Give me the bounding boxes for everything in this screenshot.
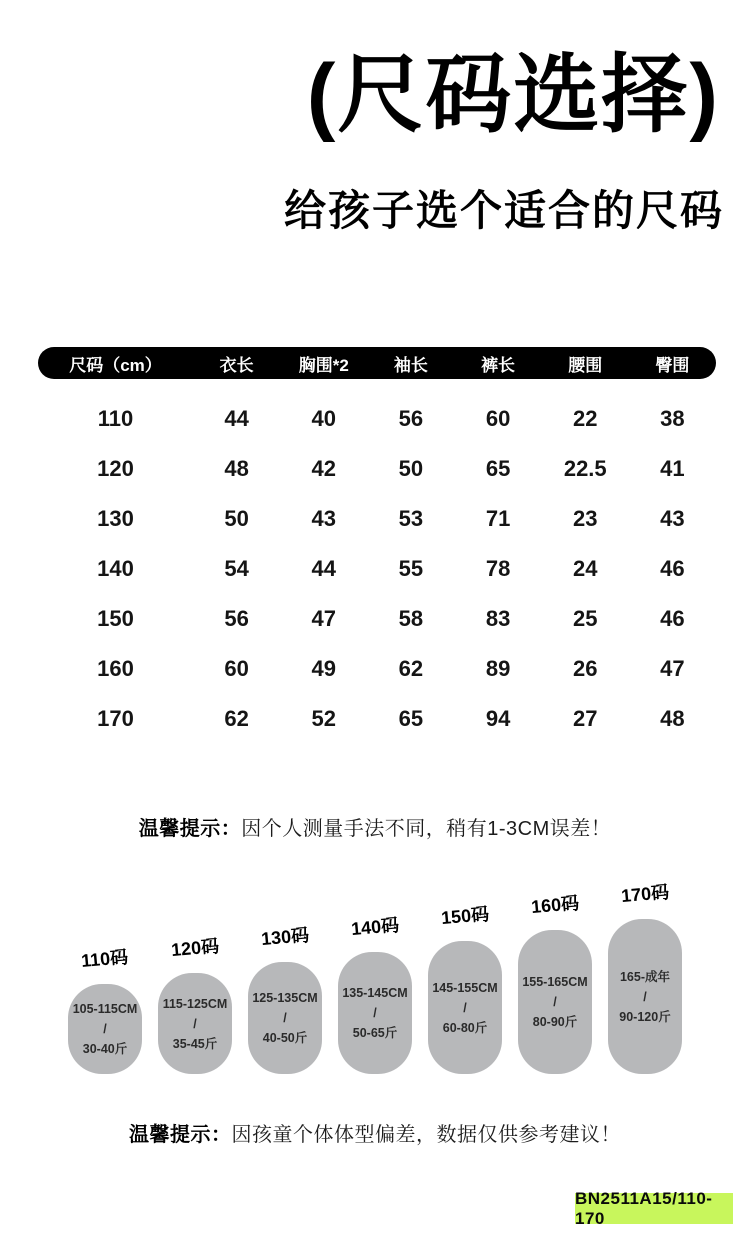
table-row [38, 594, 716, 644]
cell-sleeve-length: 62 [398, 656, 424, 681]
cell-size: 130 [97, 506, 134, 531]
cell-size: 160 [97, 656, 134, 681]
capsule-weight-range: 80-90斤 [532, 1015, 578, 1029]
capsule-height-range: 125-135CM [252, 991, 318, 1005]
tip-prefix: 温馨提示： [129, 1124, 232, 1146]
capsule-label: 110码 [80, 946, 130, 972]
tip-text: 因个人测量手法不同，稍有1-3CM误差！ [241, 818, 612, 840]
capsule-weight-range: 90-120斤 [619, 1009, 671, 1024]
table-row [38, 644, 716, 694]
tip-prefix: 温馨提示： [138, 818, 242, 840]
cell-pants-length: 65 [485, 456, 511, 481]
tip-text: 因孩童个体体型偏差，数据仅供参考建议！ [231, 1124, 621, 1146]
cell-size: 110 [97, 406, 134, 431]
capsule-weight-range: 30-40斤 [82, 1042, 128, 1056]
size-capsule-170 [608, 880, 682, 1074]
cell-chest: 40 [311, 406, 336, 431]
cell-garment-length: 50 [224, 506, 249, 531]
capsule-bubble [518, 930, 592, 1074]
cell-hip: 41 [660, 456, 685, 481]
capsule-bubble [68, 984, 142, 1074]
capsule-weight-range: 40-50斤 [262, 1031, 308, 1045]
capsule-label: 160码 [530, 892, 580, 918]
cell-hip: 47 [660, 656, 685, 681]
cell-pants-length: 83 [485, 606, 511, 631]
capsule-bubble [158, 973, 232, 1074]
capsule-height-range: 155-165CM [522, 975, 588, 989]
reference-only-tip [0, 1118, 750, 1147]
page-title: (尺码选择) [306, 47, 720, 143]
cell-garment-length: 56 [224, 606, 249, 631]
cell-waist: 22.5 [563, 456, 607, 481]
cell-size: 120 [97, 456, 134, 481]
cell-size: 170 [97, 706, 134, 731]
table-row [38, 444, 716, 494]
cell-chest: 44 [311, 556, 336, 581]
header-garment-length: 衣长 [219, 355, 254, 375]
cell-sleeve-length: 53 [398, 506, 424, 531]
size-capsule-160 [518, 891, 592, 1074]
cell-pants-length: 78 [485, 556, 511, 581]
header-sleeve-length: 袖长 [393, 355, 428, 375]
cell-pants-length: 94 [485, 706, 511, 731]
capsule-label: 170码 [620, 881, 670, 907]
cell-pants-length: 60 [485, 406, 511, 431]
cell-sleeve-length: 58 [398, 606, 424, 631]
cell-waist: 24 [573, 556, 598, 581]
size-capsule-110 [68, 945, 142, 1074]
size-capsule-140 [338, 913, 412, 1074]
capsule-height-range: 145-155CM [432, 980, 498, 995]
cell-garment-length: 62 [224, 706, 249, 731]
table-row [38, 494, 716, 544]
size-capsule-130 [248, 923, 322, 1074]
cell-garment-length: 60 [224, 656, 249, 681]
capsule-label: 140码 [350, 914, 400, 940]
size-capsule-150 [428, 902, 502, 1074]
cell-chest: 52 [311, 706, 336, 731]
cell-waist: 27 [573, 706, 598, 731]
capsule-label: 120码 [170, 935, 220, 961]
cell-sleeve-length: 50 [398, 456, 424, 481]
size-table-body [38, 394, 716, 744]
capsule-weight-range: 35-45斤 [172, 1036, 218, 1051]
capsule-height-range: 165-成年 [619, 969, 671, 984]
capsule-height-range: 135-145CM [342, 986, 408, 1000]
size-capsule-chart [0, 868, 750, 1074]
cell-chest: 43 [311, 506, 336, 531]
header-pants-length: 裤长 [481, 355, 516, 375]
capsule-label: 130码 [260, 924, 310, 950]
capsule-bubble [428, 941, 502, 1074]
capsule-divider: / [283, 1011, 287, 1025]
capsule-divider: / [463, 1000, 467, 1015]
capsule-bubble [338, 952, 412, 1074]
cell-hip: 38 [660, 406, 685, 431]
capsule-divider: / [373, 1006, 377, 1020]
page-subtitle: 给孩子选个适合的尺码 [283, 187, 724, 234]
cell-chest: 42 [311, 456, 336, 481]
capsule-divider: / [103, 1022, 107, 1036]
cell-sleeve-length: 65 [398, 706, 424, 731]
size-capsule-120 [158, 934, 232, 1074]
cell-hip: 46 [660, 606, 685, 631]
header-size: 尺码（cm） [69, 355, 162, 375]
capsule-divider: / [193, 1016, 197, 1031]
capsule-bubble [248, 962, 322, 1074]
header-hip: 臀围 [655, 355, 690, 375]
cell-size: 150 [97, 606, 134, 631]
table-row [38, 694, 716, 744]
cell-size: 140 [97, 556, 134, 581]
cell-garment-length: 48 [224, 456, 249, 481]
cell-pants-length: 89 [485, 656, 511, 681]
cell-waist: 22 [573, 406, 598, 431]
cell-waist: 25 [573, 606, 598, 631]
cell-sleeve-length: 56 [398, 406, 424, 431]
cell-waist: 23 [573, 506, 598, 531]
header-waist: 腰围 [568, 355, 603, 375]
measurement-tolerance-tip [0, 812, 750, 841]
cell-chest: 49 [311, 656, 336, 681]
cell-hip: 46 [660, 556, 685, 581]
cell-chest: 47 [311, 606, 336, 631]
table-row [38, 394, 716, 444]
cell-garment-length: 44 [224, 406, 249, 431]
cell-garment-length: 54 [224, 556, 249, 581]
capsule-height-range: 115-125CM [162, 996, 228, 1011]
cell-hip: 43 [660, 506, 685, 531]
header-chest: 胸围*2 [298, 355, 349, 375]
capsule-bubble [608, 919, 682, 1074]
capsule-weight-range: 60-80斤 [442, 1020, 488, 1035]
size-table-header [38, 347, 716, 379]
capsule-weight-range: 50-65斤 [352, 1026, 398, 1040]
cell-hip: 48 [660, 706, 685, 731]
table-row [38, 544, 716, 594]
capsule-divider: / [643, 989, 647, 1004]
capsule-height-range: 105-115CM [72, 1002, 138, 1016]
cell-waist: 26 [573, 656, 598, 681]
cell-sleeve-length: 55 [398, 556, 424, 581]
cell-pants-length: 71 [485, 506, 511, 531]
sku-badge: BN2511A15/110-170 [575, 1193, 733, 1224]
capsule-divider: / [553, 995, 557, 1009]
capsule-label: 150码 [440, 903, 490, 929]
